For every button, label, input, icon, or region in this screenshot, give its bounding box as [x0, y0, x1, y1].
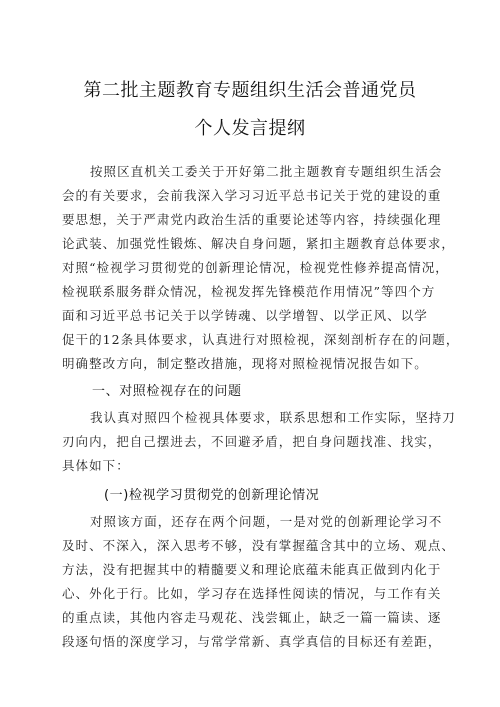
section-heading: 一、对照检视存在的问题	[92, 384, 242, 399]
section-line: 具体如下：	[62, 458, 130, 473]
intro-line: 对照“检视学习贯彻党的创新理论情况，检视党性修养提高情况，	[62, 260, 449, 275]
intro-line: 会的有关要求，会前我深入学习习近平总书记关于党的建设的重	[62, 188, 442, 203]
subsection-line: 段逐句悟的深度学习，与常学常新、真学真信的目标还有差距，	[62, 634, 442, 649]
intro-line: 促干的12条具体要求，认真进行对照检视，深刻剖析存在的问题，	[62, 332, 460, 347]
subsection-line: 方法，没有把握其中的精髓要义和理论底蕴未能真正做到内化于	[62, 562, 442, 577]
section-line: 刃向内，把自己摆进去，不回避矛盾，把自身问题找准、找实，	[62, 434, 442, 449]
intro-line: 明确整改方向，制定整改措施，现将对照检视情况报告如下。	[62, 356, 428, 371]
document-title-line-2: 个人发言提纲	[194, 118, 306, 139]
subsection-line: 对照该方面，还存在两个问题，一是对党的创新理论学习不	[90, 514, 443, 529]
subsection-heading: (一)检视学习贯彻党的创新理论情况	[104, 488, 320, 503]
subsection-line: 及时、不深入，深入思考不够，没有掌握蕴含其中的立场、观点、	[62, 538, 455, 553]
intro-line: 要思想，关于严肃党内政治生活的重要论述等内容，持续强化理	[62, 212, 442, 227]
intro-line: 面和习近平总书记关于以学铸魂、以学增智、以学正风、以学	[62, 308, 428, 323]
intro-line: 检视联系服务群众情况，检视发挥先锋模范作用情况”等四个方	[62, 284, 436, 299]
document-title-line-1: 第二批主题教育专题组织生活会普通党员	[83, 80, 417, 101]
intro-line: 按照区直机关工委关于开好第二批主题教育专题组织生活会	[90, 164, 443, 179]
subsection-line: 的重点读，其他内容走马观花、浅尝辄止，缺乏一篇一篇读、逐	[62, 610, 442, 625]
section-line: 我认真对照四个检视具体要求，联系思想和工作实际，坚持刀	[90, 410, 456, 425]
subsection-line: 心、外化于行。比如，学习存在选择性阅读的情况，与工作有关	[62, 586, 442, 601]
intro-line: 论武装、加强党性锻炼、解决自身问题，紧扣主题教育总体要求，	[62, 236, 455, 251]
